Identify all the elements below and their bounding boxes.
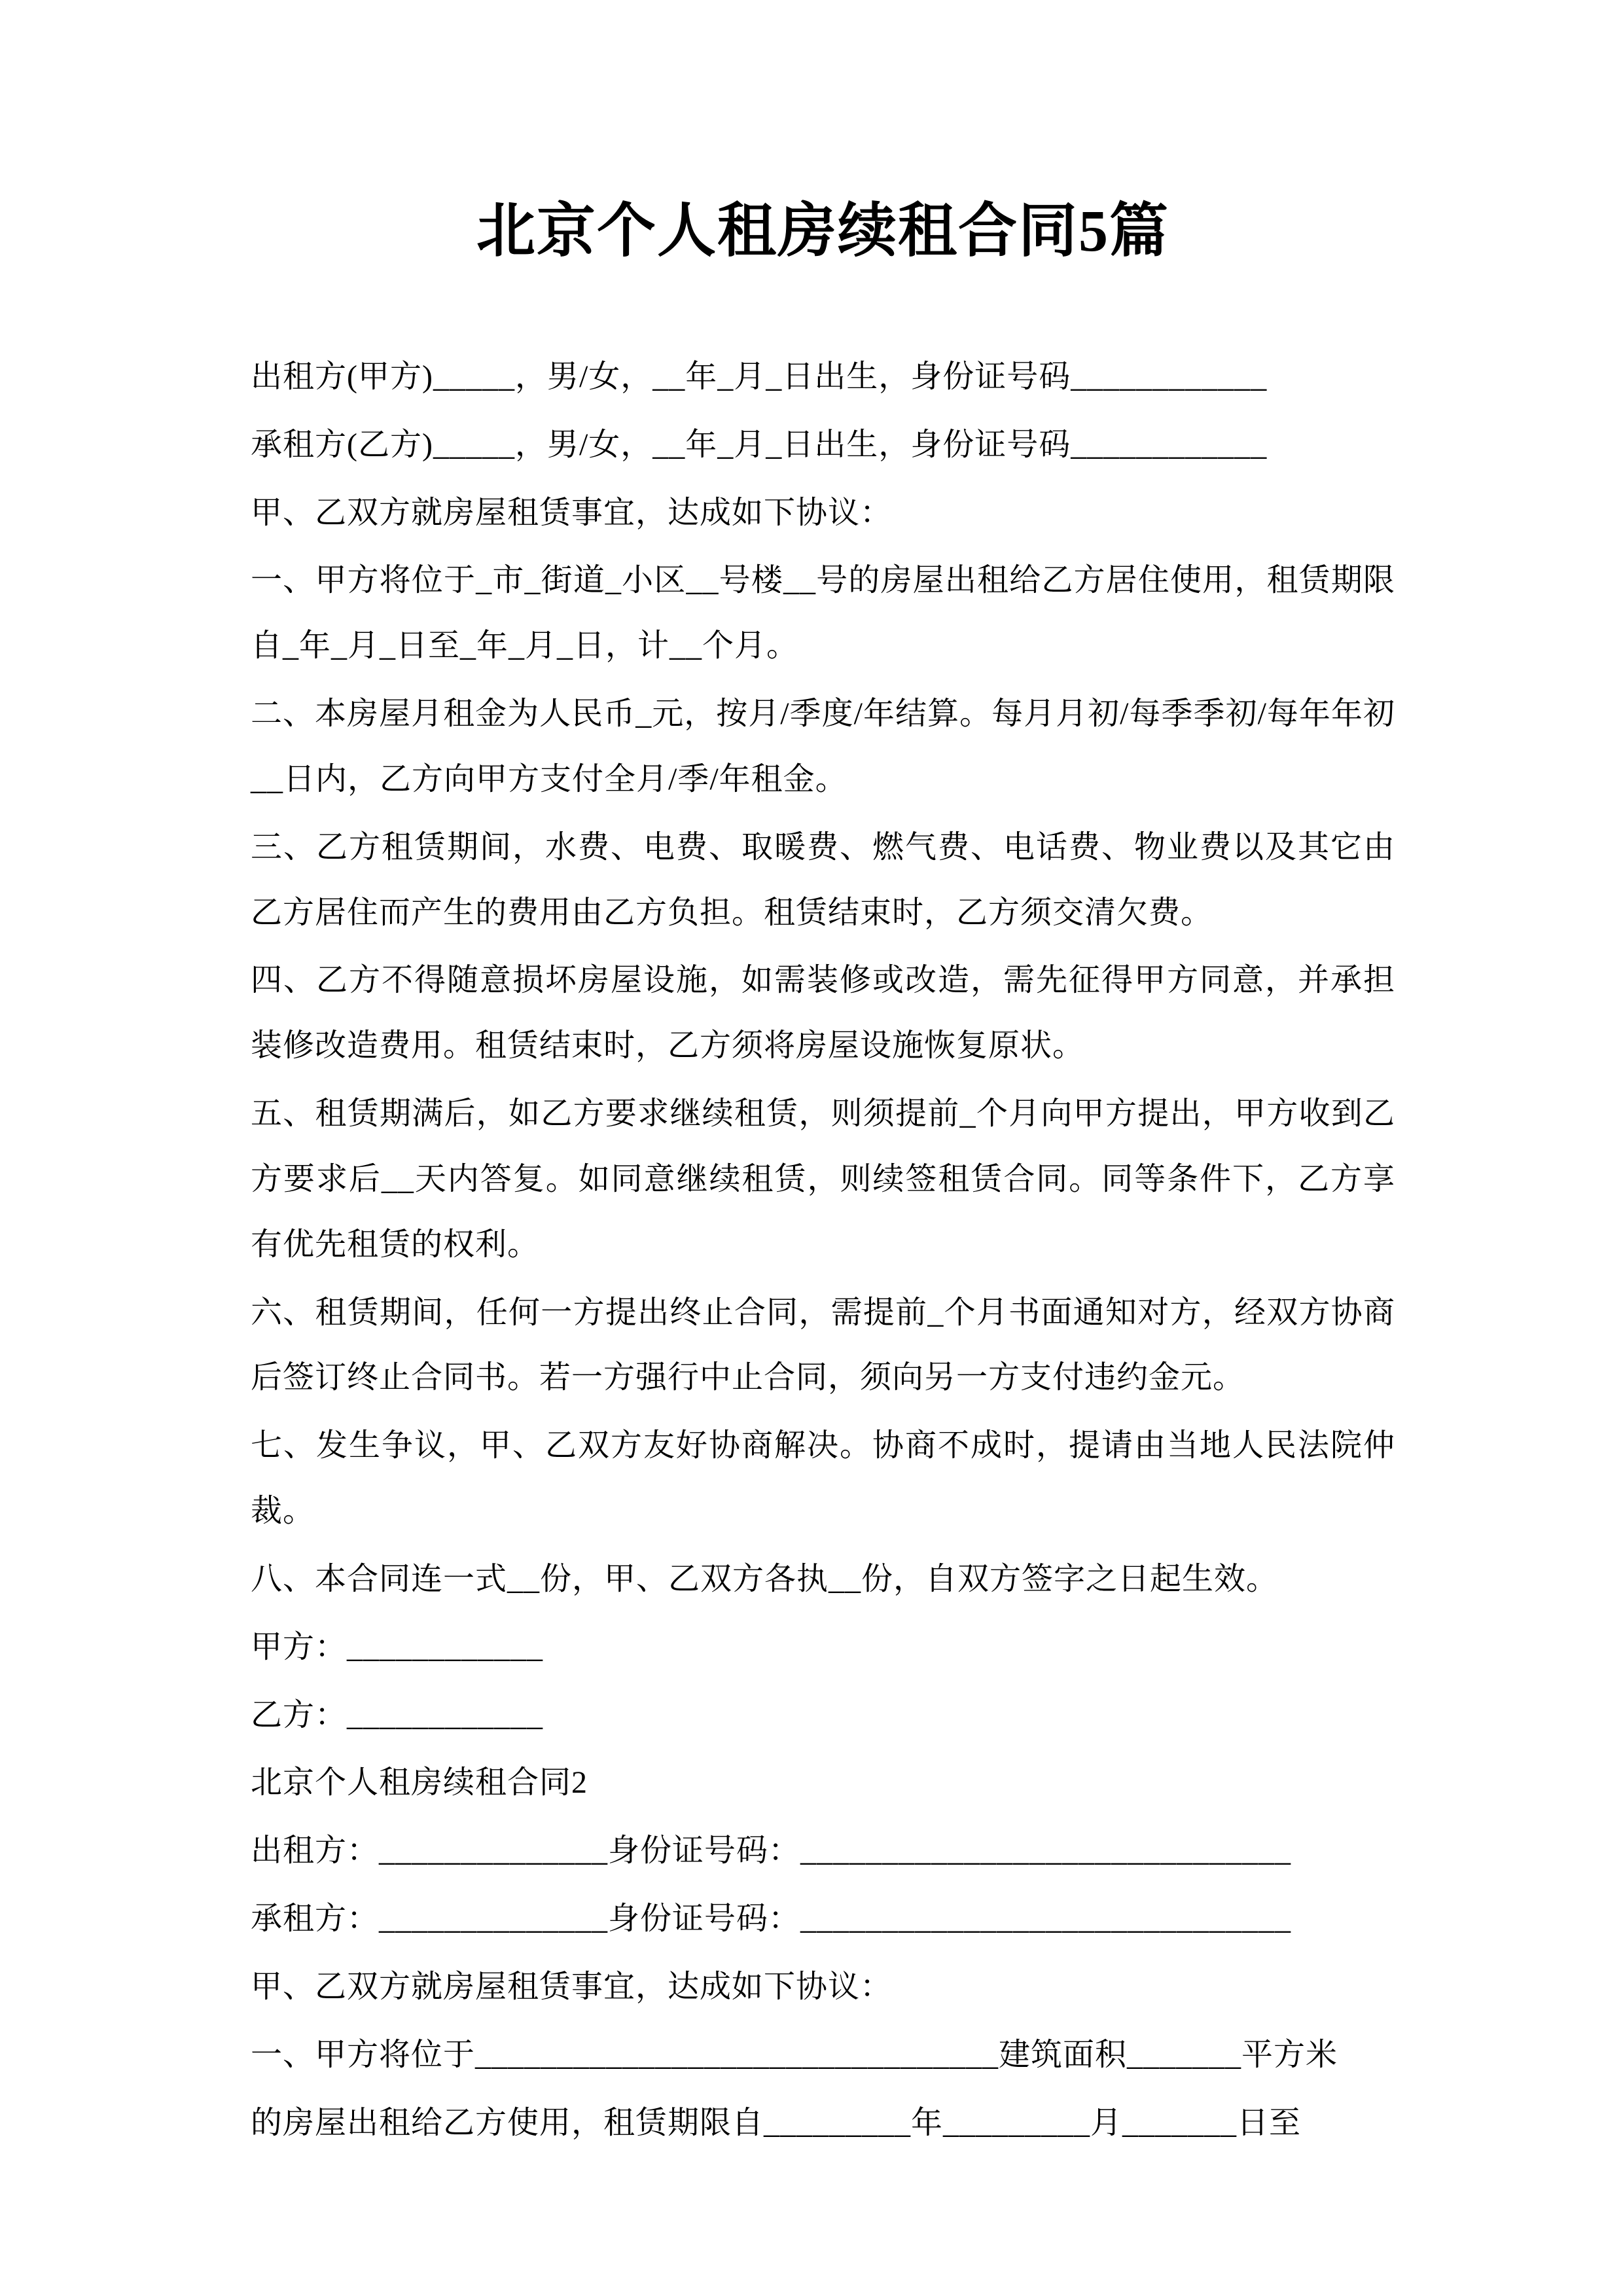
- paragraph-clause-8: 八、本合同连一式__份，甲、乙双方各执__份，自双方签字之日起生效。: [251, 1561, 1279, 1596]
- paragraph-clause-3: 三、乙方租赁期间，水费、电费、取暖费、燃气费、电话费、物业费以及其它由乙方居住而产生的费用由乙方负担。租赁结束时，乙方须交清欠费。: [251, 829, 1395, 930]
- paragraph-clause-2: 二、本房屋月租金为人民币_元，按月/季度/年结算。每月月初/每季季初/每年年初__日内，乙方向甲方支付全月/季/年租金。: [251, 696, 1395, 797]
- paragraph-party-a-signature: 甲方：____________: [251, 1629, 544, 1664]
- paragraph-lessor-id-line: 出租方：______________身份证号码：______________________________: [251, 1833, 1292, 1869]
- paragraph-lessee-id-line: 承租方：______________身份证号码：______________________________: [251, 1901, 1292, 1937]
- paragraph-clause-6: 六、租赁期间，任何一方提出终止合同，需提前_个月书面通知对方，经双方协商后签订终止合同书。若一方强行中止合同，须向另一方支付违约金元。: [251, 1295, 1395, 1395]
- paragraph-agreement-intro-2: 甲、乙双方就房屋租赁事宜，达成如下协议：: [251, 1969, 893, 2004]
- paragraph-lessee-line: 承租方(乙方)_____，男/女，__年_月_日出生，身份证号码____________: [251, 427, 1268, 462]
- paragraph-party-b-signature: 乙方：____________: [251, 1697, 544, 1732]
- paragraph-subtitle-contract-2: 北京个人租房续租合同2: [251, 1765, 588, 1801]
- paragraph-agreement-intro: 甲、乙双方就房屋租赁事宜，达成如下协议：: [251, 495, 893, 530]
- paragraph-lessor-line: 出租方(甲方)_____，男/女，__年_月_日出生，身份证号码____________: [251, 359, 1268, 394]
- paragraph-clause-4: 四、乙方不得随意损坏房屋设施，如需装修或改造，需先征得甲方同意，并承担装修改造费用。租赁结束时，乙方须将房屋设施恢复原状。: [251, 963, 1395, 1064]
- paragraph-clause-7: 七、发生争议，甲、乙双方友好协商解决。协商不成时，提请由当地人民法院仲裁。: [251, 1428, 1395, 1529]
- paragraph-clause-1: 一、甲方将位于_市_街道_小区__号楼__号的房屋出租给乙方居住使用，租赁期限自_年_月_日至_年_月_日，计__个月。: [251, 563, 1395, 664]
- paragraph-clause2-1-line2: 的房屋出租给乙方使用，租赁期限自_________年_________月_______日至: [251, 2105, 1302, 2140]
- paragraph-clause-5: 五、租赁期满后，如乙方要求继续租赁，则须提前_个月向甲方提出，甲方收到乙方要求后__天内答复。如同意继续租赁，则续签租赁合同。同等条件下，乙方享有优先租赁的权利。: [251, 1096, 1395, 1262]
- document-title: 北京个人租房续租合同5篇: [476, 199, 1169, 264]
- paragraph-clause2-1-line1: 一、甲方将位于________________________________建筑面积_______平方米: [251, 2037, 1338, 2072]
